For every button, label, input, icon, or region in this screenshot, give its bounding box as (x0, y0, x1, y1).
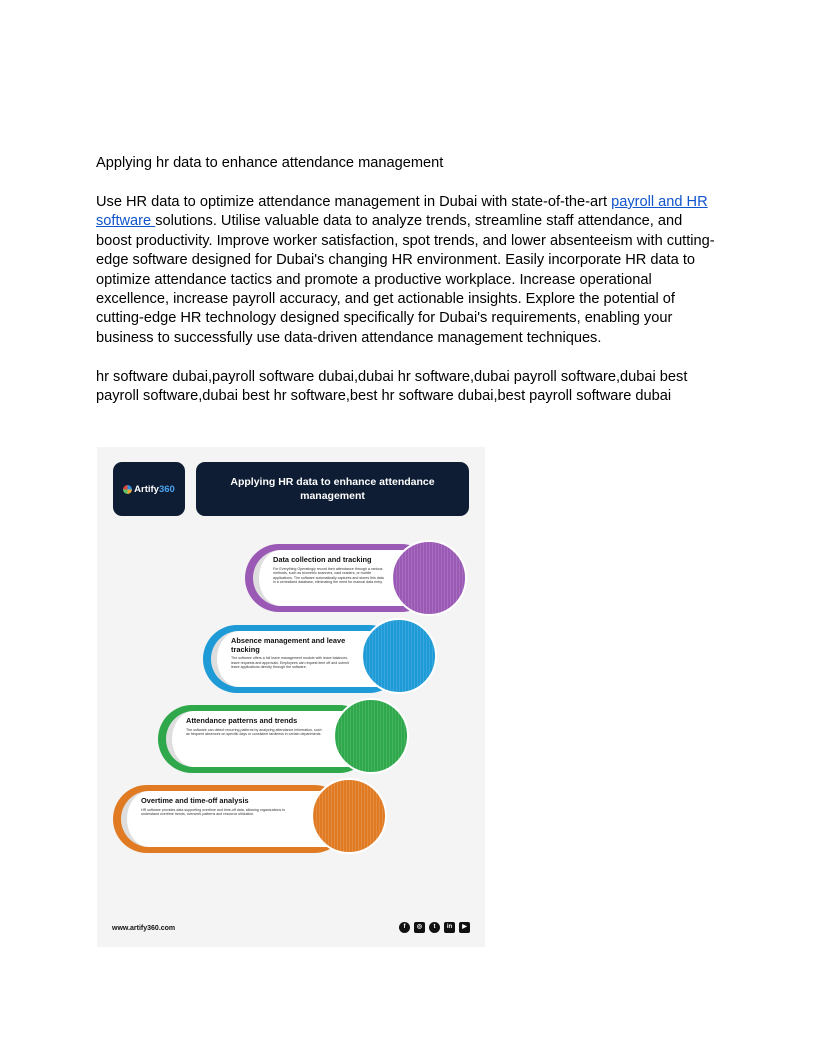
youtube-icon: ▶ (459, 922, 470, 933)
twitter-icon: t (429, 922, 440, 933)
footer-url: www.artify360.com (112, 925, 176, 932)
infographic-title: Applying HR data to enhance attendance management (196, 462, 469, 516)
step-description: HR software provides data supporting overtime and time-off data, allowing organizations to understand overtime trends, overwork patterns and resource utilization. (141, 807, 286, 816)
linkedin-icon: in (444, 922, 455, 933)
paragraph-suffix: solutions. Utilise valuable data to analyze trends, streamline staff attendance, and boost productivity. Improve worker satisfaction, spot trends, and lower absenteeism with cutting-edge software designed for Dubai's changing HR environment. Easily incorporate HR data to optimize attendance tactics and promote a productive workplace. Increase operational excellence, increase payroll accuracy, and get actionable insights. Explore the potential of cutting-edge HR technology designed specifically for Dubai's requirements, enabling your business to successfully use data-driven attendance management techniques. (96, 213, 715, 346)
logo-prefix: Artify (134, 483, 159, 495)
payroll-hr-software-link[interactable]: payroll and HR software (96, 194, 708, 230)
body-paragraph (96, 193, 720, 348)
logo-mark-icon (123, 485, 132, 494)
document-title: Applying hr data to enhance attendance management (96, 155, 444, 171)
instagram-icon: ◎ (414, 922, 425, 933)
step-title: Overtime and time-off analysis (141, 796, 249, 805)
step-title: Data collection and tracking (273, 555, 372, 564)
step-circle (333, 698, 409, 774)
step-title: Absence management and leave tracking (231, 636, 346, 654)
step-description: For Everything Operatingly record their attendance through a various methods, such as biometric scanners, card readers, or mobile applications. The software automatically captures and stores this data in a centralized database, eliminating the need for manual data entry. (273, 566, 384, 584)
keyword-tags: hr software dubai,payroll software dubai,dubai hr software,dubai payroll software,dubai best payroll software,dubai best hr software,best hr software dubai,best payroll software dubai (96, 369, 688, 405)
step-circle (311, 778, 387, 854)
logo-text (134, 484, 175, 495)
step-description: The software offers a full leave management module with leave balances, leave requests and approvals. Employees can request time off and submit leave applications directly through the software. (231, 656, 349, 669)
artify360-logo (113, 462, 185, 516)
step-title: Attendance patterns and trends (186, 716, 298, 725)
step-description: The software can detect recurring patterns by analyzing attendance information, such as frequent absences on specific days or consistent tardiness in certain departments. (186, 727, 322, 736)
social-icons (399, 922, 470, 933)
step-circle (361, 618, 437, 694)
infographic-image (97, 447, 485, 947)
paragraph-prefix: Use HR data to optimize attendance management in Dubai with state-of-the-art (96, 194, 612, 210)
facebook-icon: f (399, 922, 410, 933)
step-circle (391, 540, 467, 616)
logo-suffix: 360 (158, 483, 175, 495)
